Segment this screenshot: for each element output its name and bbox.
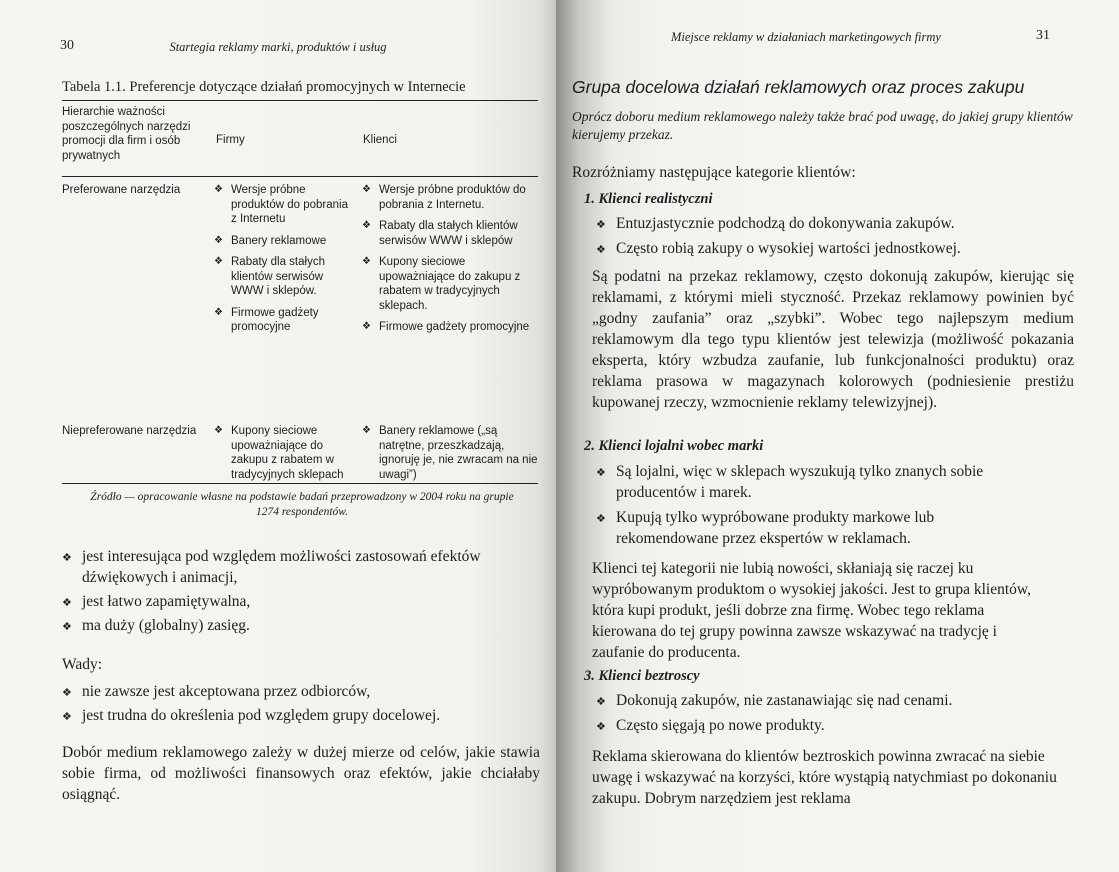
right-running-head: Miejsce reklamy w działaniach marketingowych firmy bbox=[671, 30, 941, 44]
table-preferred-klienci-list bbox=[362, 183, 538, 342]
table-cell-item: ❖ Rabaty dla stałych klientów serwisów WWW i sklepów bbox=[362, 219, 538, 248]
advantages-list bbox=[62, 546, 540, 639]
section-heading: Grupa docelowa działań reklamowych oraz proces zakupu bbox=[572, 77, 1025, 97]
list-item: ❖ Entuzjastycznie podchodzą do dokonywania zakupów. bbox=[596, 213, 1076, 234]
table-row-preferred-label: Preferowane narzędzia bbox=[62, 184, 181, 196]
list-item: ❖ jest interesująca pod względem możliwości zastosowań efektów dźwiękowych i animacji, bbox=[62, 546, 540, 588]
list-item: ❖ Często sięgają po nowe produkty. bbox=[596, 715, 1076, 736]
list-item: ❖ jest trudna do określenia pod względem grupy docelowej. bbox=[62, 705, 540, 726]
table-cell-item: ❖ Firmowe gadżety promocyjne bbox=[362, 320, 538, 335]
table-nonpreferred-klienci-list bbox=[362, 424, 538, 489]
categories-intro: Rozróżniamy następujące kategorie klientów: bbox=[572, 164, 856, 181]
category-1-paragraph: Są podatni na przekaz reklamowy, często dokonują zakupów, kierując się reklamami, z którymi mieli styczność. Przekaz reklamowy powinien być „godny zaufania” oraz „szybki”. Wobec tego najlepszym medium reklamowym dla tego typu klientów jest telewizja (możliwość pokazania eksperta, który wzbudza zaufanie, lub funkcjonalności produktu) oraz reklama prasowa w magazynach kolorowych (podniesienie prestiżu kupowanej rzeczy, wzmocnienie reklamy telewizyjnej). bbox=[592, 268, 1074, 411]
table-cell-item: ❖ Banery reklamowe bbox=[214, 234, 352, 249]
table-source-note: Źródło — opracowanie własne na podstawie badań przeprowadzony w 2004 roku na grupie 1274 respondentów. bbox=[90, 491, 514, 518]
list-item: ❖ Dokonują zakupów, nie zastanawiając się nad cenami. bbox=[596, 690, 1076, 711]
table-header-hierarchy: Hierarchie ważności poszczególnych narzędzi promocji dla firm i osób prywatnych bbox=[62, 106, 191, 162]
table-rule-top bbox=[62, 100, 538, 101]
table-row-nonpreferred-label: Niepreferowane narzędzia bbox=[62, 425, 197, 437]
category-2-paragraph: Klienci tej kategorii nie lubią nowości, skłaniają się raczej ku wypróbowanym produktom o wysokiej jakości. Jest to grupa klientów, która kupi produkt, jeśli dobrze zna firmę. Wobec tego reklama kierowana do tej grupy powinna zawsze wskazywać na tradycję i zaufanie do producenta. bbox=[592, 560, 1031, 661]
category-3-label: 3. Klienci beztroscy bbox=[584, 668, 700, 684]
table-cell-item: ❖ Banery reklamowe („są natrętne, przeszkadzają, ignoruję je, nie zwracam na nie uwagi”) bbox=[362, 424, 538, 482]
table-header-klienci: Klienci bbox=[363, 134, 397, 146]
closing-paragraph: Dobór medium reklamowego zależy w dużej mierze od celów, jakie stawia sobie firma, od możliwości finansowych oraz efektów, jakie chciałaby osiągnąć. bbox=[62, 744, 540, 803]
wady-heading: Wady: bbox=[62, 656, 103, 673]
left-running-head: Startegia reklamy marki, produktów i usług bbox=[169, 40, 387, 54]
category-2-label: 2. Klienci lojalni wobec marki bbox=[584, 438, 764, 454]
table-cell-item: ❖ Kupony sieciowe upoważniające do zakupu z rabatem w tradycyjnych sklepach. bbox=[362, 255, 538, 313]
left-page bbox=[0, 0, 556, 872]
list-item: ❖ Kupują tylko wypróbowane produkty markowe lub rekomendowane przez ekspertów w reklamach. bbox=[596, 507, 996, 549]
list-item: ❖ Często robią zakupy o wysokiej wartości jednostkowej. bbox=[596, 238, 1076, 259]
category-1-label: 1. Klienci realistyczni bbox=[584, 191, 713, 207]
category-3-list bbox=[596, 690, 1076, 740]
left-page-number: 30 bbox=[60, 38, 74, 53]
list-item: ❖ nie zawsze jest akceptowana przez odbiorców, bbox=[62, 681, 540, 702]
table-cell-item: ❖ Rabaty dla stałych klientów serwisów WWW i sklepów. bbox=[214, 255, 352, 299]
category-2-list bbox=[596, 461, 996, 553]
disadvantages-list bbox=[62, 681, 540, 729]
table-cell-item: ❖ Kupony sieciowe upoważniające do zakupu z rabatem w tradycyjnych sklepach bbox=[214, 424, 352, 482]
section-lead: Oprócz doboru medium reklamowego należy także brać pod uwagę, do jakiej grupy klientów kierujemy przekaz. bbox=[572, 109, 1073, 142]
list-item: ❖ Są lojalni, więc w sklepach wyszukują tylko znanych sobie producentów i marek. bbox=[596, 461, 996, 503]
table-rule-header bbox=[62, 176, 538, 177]
table-preferred-firmy-list bbox=[214, 183, 352, 342]
table-cell-item: ❖ Wersje próbne produktów do pobrania z Internetu bbox=[214, 183, 352, 227]
list-item: ❖ jest łatwo zapamiętywalna, bbox=[62, 591, 540, 612]
table-nonpreferred-firmy-list bbox=[214, 424, 352, 489]
category-3-paragraph: Reklama skierowana do klientów beztroskich powinna zwracać na siebie uwagę i wskazywać na korzyści, które wystąpią natychmiast po dokonaniu zakupu. Dobrym narzędziem jest reklama bbox=[592, 748, 1057, 807]
right-page bbox=[556, 0, 1119, 872]
category-1-list bbox=[596, 213, 1076, 263]
table-header-firmy: Firmy bbox=[216, 134, 245, 146]
table-rule-bottom bbox=[62, 483, 538, 484]
table-cell-item: ❖ Wersje próbne produktów do pobrania z Internetu. bbox=[362, 183, 538, 212]
right-page-number: 31 bbox=[1036, 28, 1050, 43]
list-item: ❖ ma duży (globalny) zasięg. bbox=[62, 615, 540, 636]
table-cell-item: ❖ Firmowe gadżety promocyjne bbox=[214, 306, 352, 335]
table-title: Tabela 1.1. Preferencje dotyczące działań promocyjnych w Internecie bbox=[62, 79, 466, 95]
